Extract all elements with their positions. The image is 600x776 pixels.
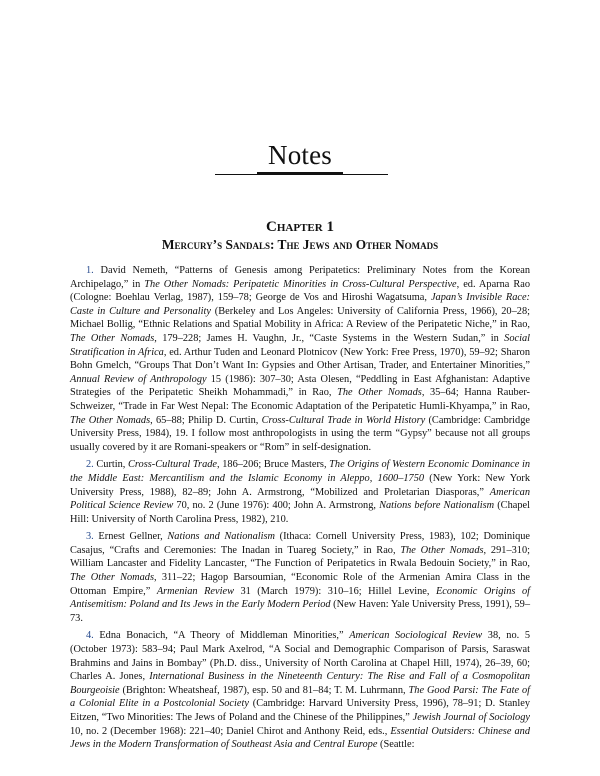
note-text: , 186–206; Bruce Masters, (217, 459, 330, 471)
note-title: Jewish Journal of Sociology (412, 712, 530, 723)
note-title: The Good Parsi: The Fate of a Colonial Elite in a Postcolonial Society (70, 684, 530, 710)
note-title: Nations before Nationalism (379, 500, 495, 512)
note-number[interactable]: 3. (86, 531, 94, 543)
note-3 (70, 530, 530, 625)
note-title: Essential Outsiders: Chinese and Jews in the Modern Transformation of Southeast Asia and Central Europe (70, 725, 530, 751)
note-title: The Other Nomads (70, 414, 151, 426)
note-text: (Seattle: (377, 739, 415, 751)
note-title: Social Stratification in Africa (70, 332, 531, 358)
chapter-subtitle: Mercury’s Sandals: The Jews and Other Nomads (161, 237, 439, 252)
note-text: , 65–88; Philip D. Curtin, (150, 414, 262, 426)
chapter-heading: Chapter 1 (266, 219, 334, 235)
note-text: David Nemeth, “Patterns of Genesis among Peripatetics: Preliminary Notes from the Korean Archipelago,” in (70, 265, 530, 290)
note-title: The Other Nomads (70, 572, 155, 584)
note-text: (Cambridge: Harvard University Press, 1996), 78–91; D. Stanley Eitzen, “Two Minorities: The Jews of Poland and the Chinese of the Philippines,” (70, 698, 530, 723)
note-text: , 179–228; James H. Vaughn, Jr., “Caste Systems in the Western Sudan,” in (154, 332, 505, 344)
note-2 (70, 458, 530, 526)
note-text: Curtin, (93, 459, 128, 471)
note-text: (Cambridge: Cambridge University Press, 1984), 19. I follow most anthropologists in using the term “Gypsy” because not all groups usually covered by it are Romani-speakers or “Rom” in self-designation. (70, 414, 530, 453)
note-text: (Brighton: Wheatsheaf, 1987), esp. 50 and 81–84; T. M. Luhrmann, (119, 684, 409, 696)
note-title: Nations and Nationalism (167, 531, 275, 543)
note-text: 15 (1986): 307–30; Asta Olesen, “Peddling in East Afghanistan: Adaptive Strategies of the Peripatetic Sheikh Mohammadi,” in Rao, (70, 373, 530, 399)
note-number[interactable]: 4. (86, 630, 94, 642)
note-title: American Sociological Review (349, 630, 483, 642)
note-text: Ernest Gellner, (93, 531, 168, 543)
note-text: 10, no. 2 (December 1968): 221–40; Daniel Chirot and Anthony Reid, eds., (70, 725, 391, 737)
note-text: (New Haven: Yale University Press, 1991), 59–73. (70, 599, 530, 624)
note-text: , 35–64; Hanna Rauber-Schweizer, “Trade in Far West Nepal: The Economic Adaptation of the Peripatetic Humli-Khyampa,” in Rao, (70, 387, 531, 412)
note-number[interactable]: 2. (86, 459, 94, 471)
note-title: The Other Nomads (337, 387, 422, 399)
note-text: , 291–310; William Lancaster and Fidelity Lancaster, “The Function of Peripatetics in Rwala Bedouin Society,” in Rao, (70, 544, 530, 570)
note-title: Armenian Review (156, 585, 234, 597)
note-title: Japan’s Invisible Race: Caste in Culture and Personality (70, 292, 531, 317)
note-text: , ed. Aparna Rao (Cologne: Boehlau Verlag, 1987), 159–78; George de Vos and Hiroshi Wagatsuma, (70, 278, 530, 304)
note-number[interactable]: 1. (86, 265, 94, 276)
note-text: (New York: New York University Press, 1988), 82–89; John A. Armstrong, “Mobilized and Proletarian Diasporas,” (70, 472, 530, 498)
note-title: International Business in the Nineteenth Century: The Rise and Fall of a Cosmopolitan Bourgeoisie (70, 671, 530, 696)
notes-list (70, 264, 530, 756)
note-title: Annual Review of Anthropology (70, 373, 207, 385)
note-title: Cross-Cultural Trade in World History (261, 414, 426, 426)
note-text: 38, no. 5 (October 1973): 583–94; Paul Mark Axelrod, “A Social and Demographic Comparison of Parsis, Saraswat Brahmins and Jains in Bombay” (Ph.D. diss., University of North Carolina at Chapel Hill, 1974), 26–39, 60; Charles A. Jones, (70, 630, 530, 683)
note-4 (70, 629, 530, 751)
note-title: The Other Nomads (400, 544, 484, 556)
title-rule-thick (257, 172, 343, 175)
note-text: 70, no. 2 (June 1976): 400; John A. Armstrong, (173, 500, 380, 512)
note-title: Economic Origins of Antisemitism: Poland and Its Jews in the Early Modern Period (70, 585, 530, 611)
note-title: The Other Nomads: Peripatetic Minorities in Cross-Cultural Perspective (144, 278, 457, 290)
note-text: Edna Bonacich, “A Theory of Middleman Minorities,” (93, 630, 350, 642)
note-text: , 311–22; Hagop Barsoumian, “Economic Role of the Armenian Amira Class in the Ottoman Empire,” (70, 572, 531, 597)
note-text: (Ithaca: Cornell University Press, 1983), 102; Dominique Casajus, “Crafts and Ceremonies: The Inadan in Tuareg Society,” in Rao, (70, 531, 531, 556)
note-title: The Other Nomads (70, 332, 155, 344)
note-text: 31 (March 1979): 310–16; Hillel Levine, (233, 585, 436, 597)
note-text: , ed. Arthur Tuden and Leonard Plotnicov (New York: Free Press, 1970), 59–92; Sharon Bohn Gmelch, “Groups That Don’t Want In: Gypsies and Other Artisan, Trader, and Entertainer Minorities,” (70, 346, 530, 372)
note-1 (70, 264, 530, 454)
note-title: The Origins of Western Economic Dominance in the Middle East: Mercantilism and the Islamic Economy in Aleppo, 1600–1750 (70, 459, 530, 484)
page-title: Notes (268, 140, 332, 170)
note-title: Cross-Cultural Trade (128, 459, 218, 471)
note-title: American Political Science Review (70, 486, 530, 512)
note-text: (Chapel Hill: University of North Carolina Press, 1982), 210. (70, 500, 530, 525)
note-text: (Berkeley and Los Angeles: University of California Press, 1966), 20–28; Michael Bollig, “Ethnic Relations and Spatial Mobility in Africa: A Review of the Peripatetic Niche,” in Rao, (70, 305, 530, 331)
